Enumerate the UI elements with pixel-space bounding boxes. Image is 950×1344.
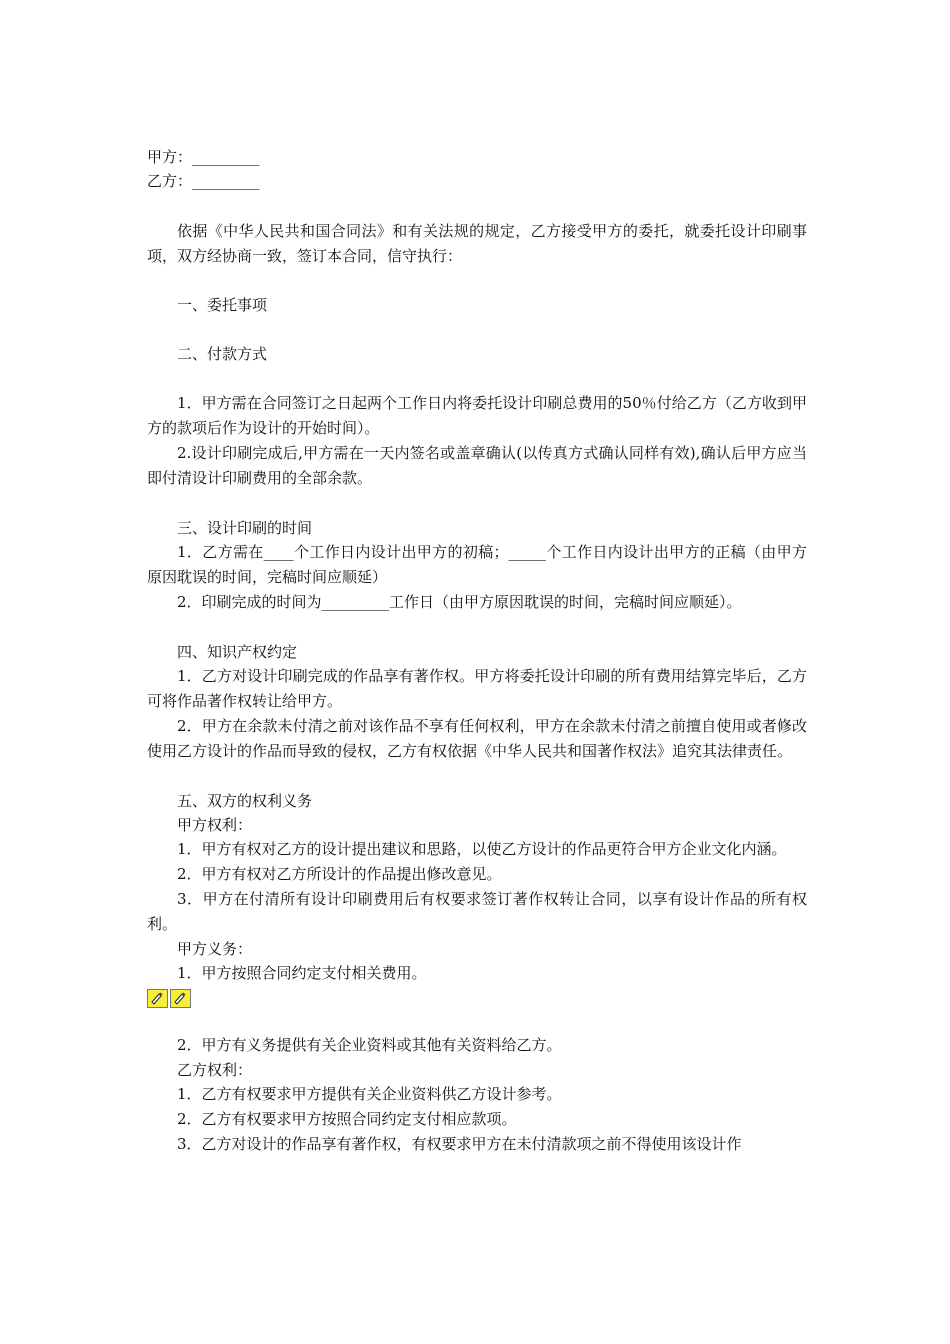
party-b-line: 乙方：_________ <box>147 172 260 190</box>
edit-icon[interactable] <box>170 989 191 1008</box>
section-3-clause-2: 2．印刷完成的时间为_________工作日（由甲方原因耽误的时间，完稿时间应顺延）。 <box>177 593 742 611</box>
party-b-right-2: 2．乙方有权要求甲方按照合同约定支付相应款项。 <box>177 1110 517 1128</box>
party-a-duty-2: 2．甲方有义务提供有关企业资料或其他有关资料给乙方。 <box>177 1036 562 1054</box>
section-2-title: 二、付款方式 <box>177 345 268 363</box>
section-3-clause-1: 1．乙方需在____个工作日内设计出甲方的初稿；_____个工作日内设计出甲方的正稿（由甲方原因耽误的时间，完稿时间应顺延） <box>147 543 807 586</box>
party-a-right-3: 3．甲方在付清所有设计印刷费用后有权要求签订著作权转让合同，以享有设计作品的所有权利。 <box>147 890 807 933</box>
section-1-title: 一、委托事项 <box>177 296 268 314</box>
party-b-rights-heading: 乙方权利： <box>177 1061 253 1079</box>
party-a-duties-heading: 甲方义务： <box>177 940 253 958</box>
edit-icon[interactable] <box>147 989 168 1008</box>
party-a-right-1: 1．甲方有权对乙方的设计提出建议和思路，以使乙方设计的作品更符合甲方企业文化内涵。 <box>177 840 787 858</box>
section-4-clause-2: 2．甲方在余款未付清之前对该作品不享有任何权利，甲方在余款未付清之前擅自使用或者修改使用乙方设计的作品而导致的侵权，乙方有权依据《中华人民共和国著作权法》追究其法律责任。 <box>147 717 807 760</box>
contract-page <box>147 145 807 1157</box>
section-2-clause-2: 2.设计印刷完成后,甲方需在一天内签名或盖章确认(以传真方式确认同样有效),确认后甲方应当即付清设计印刷费用的全部余款。 <box>147 444 807 487</box>
party-a-right-2: 2．甲方有权对乙方所设计的作品提出修改意见。 <box>177 865 502 883</box>
party-a-line: 甲方：_________ <box>147 148 260 166</box>
party-b-right-3: 3．乙方对设计的作品享有著作权，有权要求甲方在未付清款项之前不得使用该设计作 <box>177 1135 742 1153</box>
section-5-title: 五、双方的权利义务 <box>177 792 313 810</box>
embedded-icons <box>147 986 807 1008</box>
party-b-right-1: 1．乙方有权要求甲方提供有关企业资料供乙方设计参考。 <box>177 1085 562 1103</box>
party-a-duty-1: 1．甲方按照合同约定支付相关费用。 <box>177 964 427 982</box>
section-4-clause-1: 1．乙方对设计印刷完成的作品享有著作权。甲方将委托设计印刷的所有费用结算完毕后，乙方可将作品著作权转让给甲方。 <box>147 667 807 710</box>
section-4-title: 四、知识产权约定 <box>177 643 298 661</box>
section-2-clause-1: 1．甲方需在合同签订之日起两个工作日内将委托设计印刷总费用的50％付给乙方（乙方收到甲方的款项后作为设计的开始时间）。 <box>147 394 807 437</box>
intro-paragraph: 依据《中华人民共和国合同法》和有关法规的规定，乙方接受甲方的委托，就委托设计印刷事项，双方经协商一致，签订本合同，信守执行： <box>147 222 807 265</box>
party-a-rights-heading: 甲方权利： <box>177 816 253 834</box>
section-3-title: 三、设计印刷的时间 <box>177 519 313 537</box>
